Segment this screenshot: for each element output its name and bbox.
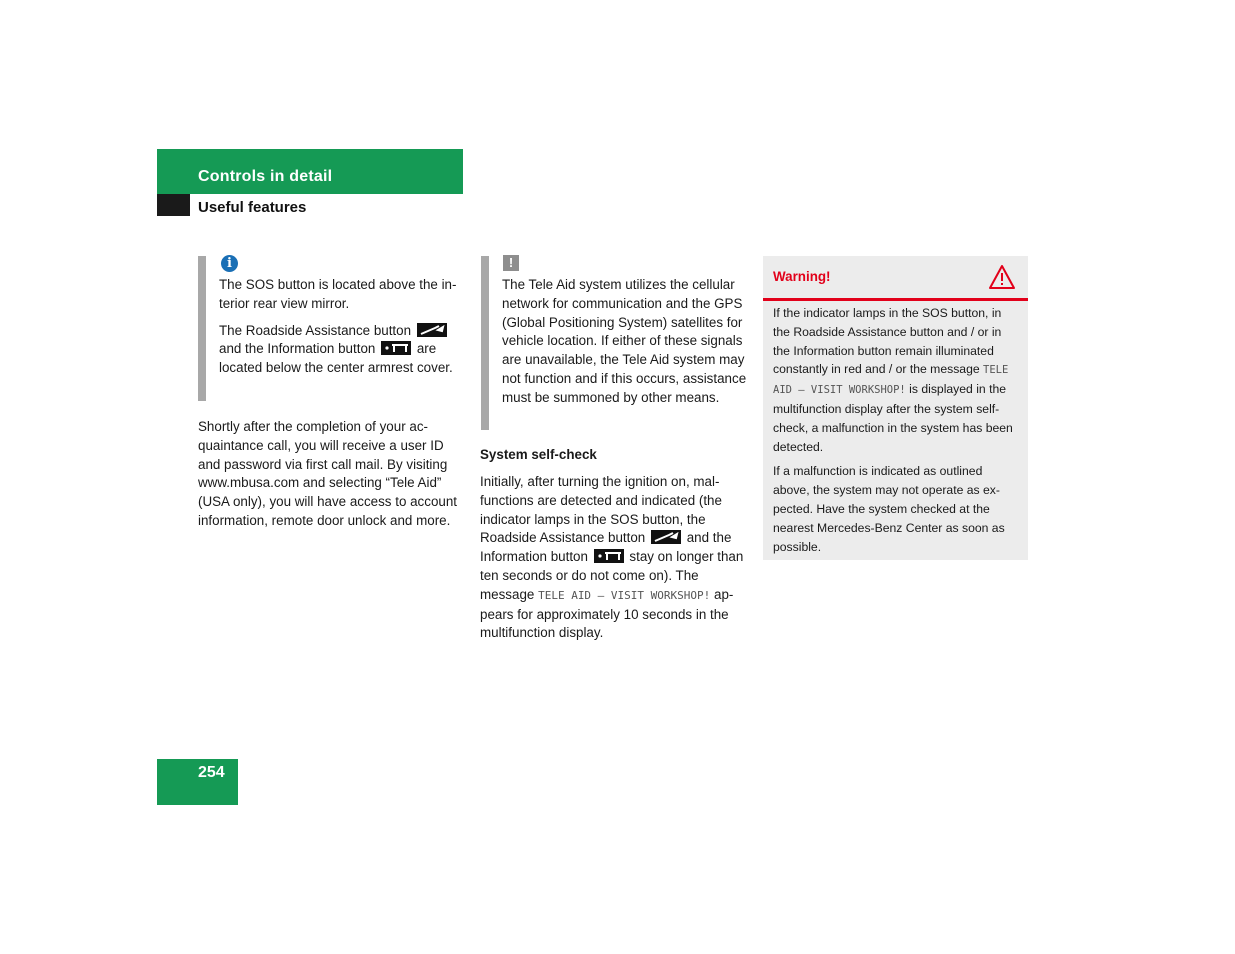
section-title: Controls in detail <box>198 168 333 185</box>
warning-header <box>763 256 1028 301</box>
caution-note <box>502 276 748 408</box>
info-note <box>219 276 465 378</box>
exclamation-icon: ! <box>503 255 519 271</box>
warning-triangle-icon <box>988 264 1016 290</box>
info-note-para1: The SOS button is located above the interior rear view mirror. <box>219 277 457 311</box>
info-note-text-c: are located below the center armrest cover. <box>219 341 453 376</box>
self-check-text-b: and the Information button <box>480 530 732 565</box>
warning-para1-a: If the indicator lamps in the SOS button, in the Roadside Assistance button and / or in the Information button remain illuminated constantly in red and / or the message <box>773 306 1002 377</box>
self-check-text-a: Initially, after turning the ignition on, malfunctions are detected and indicated (the indicator lamps in the SOS button, the Roadside Assistance button <box>480 474 722 546</box>
caution-note-bar <box>481 256 489 430</box>
warning-body <box>773 304 1021 556</box>
self-check-heading: System self-check <box>480 447 597 462</box>
information-button-icon <box>594 549 624 563</box>
caution-note-text: The Tele Aid system utilizes the cellular network for communication and the GPS (Global Positioning System) satellites for vehicle location. If either of these signals are unavailable, the Tele Aid system may not function and if this occurs, assistance must be summoned by other means. <box>502 277 747 405</box>
warning-title: Warning! <box>773 269 831 284</box>
information-button-icon <box>381 341 411 355</box>
self-check-body <box>480 473 748 643</box>
display-message: TELE AID – VISIT WORKSHOP! <box>538 588 711 602</box>
self-check-text-d: appears for approximately 10 seconds in the multifunction display. <box>480 586 734 641</box>
info-note-text-a: The Roadside Assistance button <box>219 322 412 338</box>
warning-para2: If a malfunction is indicated as outlined above, the system may not operate as expected. Have the system checked at the nearest Mercedes-Benz Center as soon as possible. <box>773 464 1005 554</box>
info-note-bar <box>198 256 206 401</box>
info-note-para2 <box>219 322 465 378</box>
warning-box <box>763 256 1028 560</box>
self-check-text-c: stay on longer than ten seconds or do not come on). The message <box>480 549 744 602</box>
page-number: 254 <box>198 764 225 781</box>
warning-para1-b: is displayed in the multifunction display after the system self-check, a malfunction in the system has been detected. <box>773 382 1013 454</box>
info-icon: i <box>221 255 238 272</box>
self-check-text <box>480 473 748 643</box>
subsection-title: Useful features <box>198 199 307 216</box>
roadside-assistance-button-icon <box>417 323 447 337</box>
intro-paragraph <box>198 418 464 531</box>
subsection-marker <box>157 194 190 216</box>
info-note-text-b: and the Information button <box>219 341 376 357</box>
warning-para1 <box>773 304 1021 456</box>
warning-display-message: TELE AID – VISIT WORKSHOP! <box>773 364 1009 397</box>
intro-text: Shortly after the completion of your acquaintance call, you will receive a user ID and password via first call mail. By visiting www.mbusa.com and selecting “Tele Aid” (USA only), you will have access to account information, remote door unlock and more. <box>198 419 458 528</box>
roadside-assistance-button-icon <box>651 530 681 544</box>
